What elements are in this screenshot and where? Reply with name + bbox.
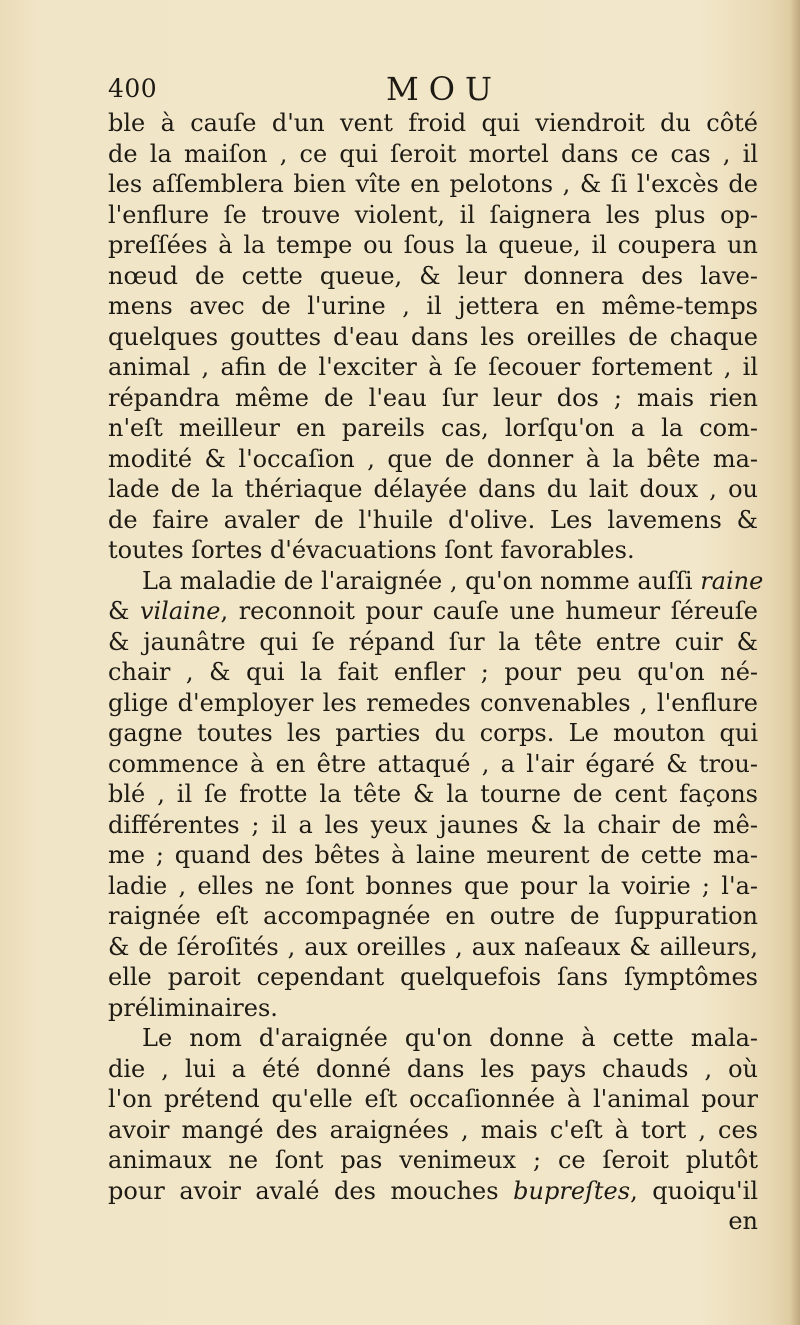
text-line: commence à en être attaqué , a l'air égaré & trou- [108, 749, 758, 778]
text-line: die , lui a été donné dans les pays chauds , où [108, 1054, 758, 1083]
page-header [108, 70, 758, 110]
text-line-part: , quoiqu'il [630, 1176, 758, 1205]
text-line [108, 596, 758, 627]
text-line: & de ſéroſités , aux oreilles , aux naſeaux & ailleurs, [108, 932, 758, 961]
body-text [108, 108, 764, 1237]
text-line: ble à cauſe d'un vent froid qui viendroit du côté [108, 109, 758, 137]
text-line: de faire avaler de l'huile d'olive. Les lavemens & [108, 505, 758, 534]
text-line: préliminaires. [108, 993, 278, 1022]
text-line: nœud de cette queue, & leur donnera des lave- [108, 261, 758, 290]
text-line: les aſſemblera bien vîte en pelotons , & ſi l'excès de [108, 170, 758, 198]
running-head: MOU [386, 70, 502, 108]
text-line: raignée eſt accompagnée en outre de ſuppuration [108, 902, 758, 930]
text-line: l'enflure ſe trouve violent, il ſaignera les plus op- [108, 200, 758, 229]
paragraph-start [108, 566, 764, 597]
text-line: différentes ; il a les yeux jaunes & la chair de mê- [108, 810, 758, 839]
page-edge-shadow [790, 0, 800, 1325]
text-line [108, 1176, 758, 1207]
text-line: me ; quand des bêtes à laine meurent de cette ma- [108, 841, 758, 869]
italic-term-raine: raine [700, 566, 764, 595]
text-line: & jaunâtre qui ſe répand ſur la tête entre cuir & [108, 627, 758, 656]
text-line-part: & vilaine, reconnoit pour cauſe une humeur ſéreuſe [108, 597, 758, 625]
text-line: de la maiſon , ce qui ſeroit mortel dans ce cas , il [108, 139, 758, 168]
text-line: répandra même de l'eau ſur leur dos ; mais rien [108, 383, 758, 412]
text-line: mens avec de l'urine , il jettera en même-temps [108, 292, 758, 320]
text-line: toutes ſortes d'évacuations ſont favorables. [108, 536, 635, 564]
paragraph-start: Le nom d'araignée qu'on donne à cette mala- [142, 1024, 758, 1052]
text-line: chair , & qui la fait enfler ; pour peu qu'on né- [108, 658, 758, 686]
text-line: quelques gouttes d'eau dans les oreilles de chaque [108, 322, 758, 351]
text-line: blé , il ſe frotte la tête & la tourne de cent façons [108, 780, 758, 808]
text-line: animaux ne ſont pas venimeux ; ce ſeroit plutôt [108, 1146, 758, 1174]
text-line: gagne toutes les parties du corps. Le mouton qui [108, 719, 758, 747]
text-line: animal , afin de l'exciter à ſe ſecouer fortement , il [108, 353, 758, 381]
text-line-part: La maladie de l'araignée , qu'on nomme auſſi [142, 566, 693, 595]
text-line: l'on prétend qu'elle eſt occaſionnée à l'animal pour [108, 1085, 758, 1113]
page-number: 400 [108, 74, 158, 103]
text-line: lade de la thériaque délayée dans du lait doux , ou [108, 475, 758, 503]
italic-term-buprestes: bupreſtes [513, 1176, 631, 1205]
text-line: elle paroit cependant quelquefois ſans ſymptômes [108, 963, 758, 991]
text-line: modité & l'occaſion , que de donner à la bête ma- [108, 444, 758, 473]
text-line: glige d'employer les remedes convenables , l'enflure [108, 688, 758, 717]
catchword: en [728, 1207, 758, 1235]
text-line: n'eſt meilleur en pareils cas, lorſqu'on a la com- [108, 414, 758, 442]
text-line-part: pour avoir avalé des mouches [108, 1176, 499, 1205]
italic-term-vilaine: vilaine [139, 597, 221, 625]
text-line: avoir mangé des araignées , mais c'eſt à tort , ces [108, 1115, 758, 1144]
text-line: ladie , elles ne ſont bonnes que pour la voirie ; l'a- [108, 871, 758, 900]
text-line: preſſées à la tempe ou ſous la queue, il coupera un [108, 231, 758, 259]
